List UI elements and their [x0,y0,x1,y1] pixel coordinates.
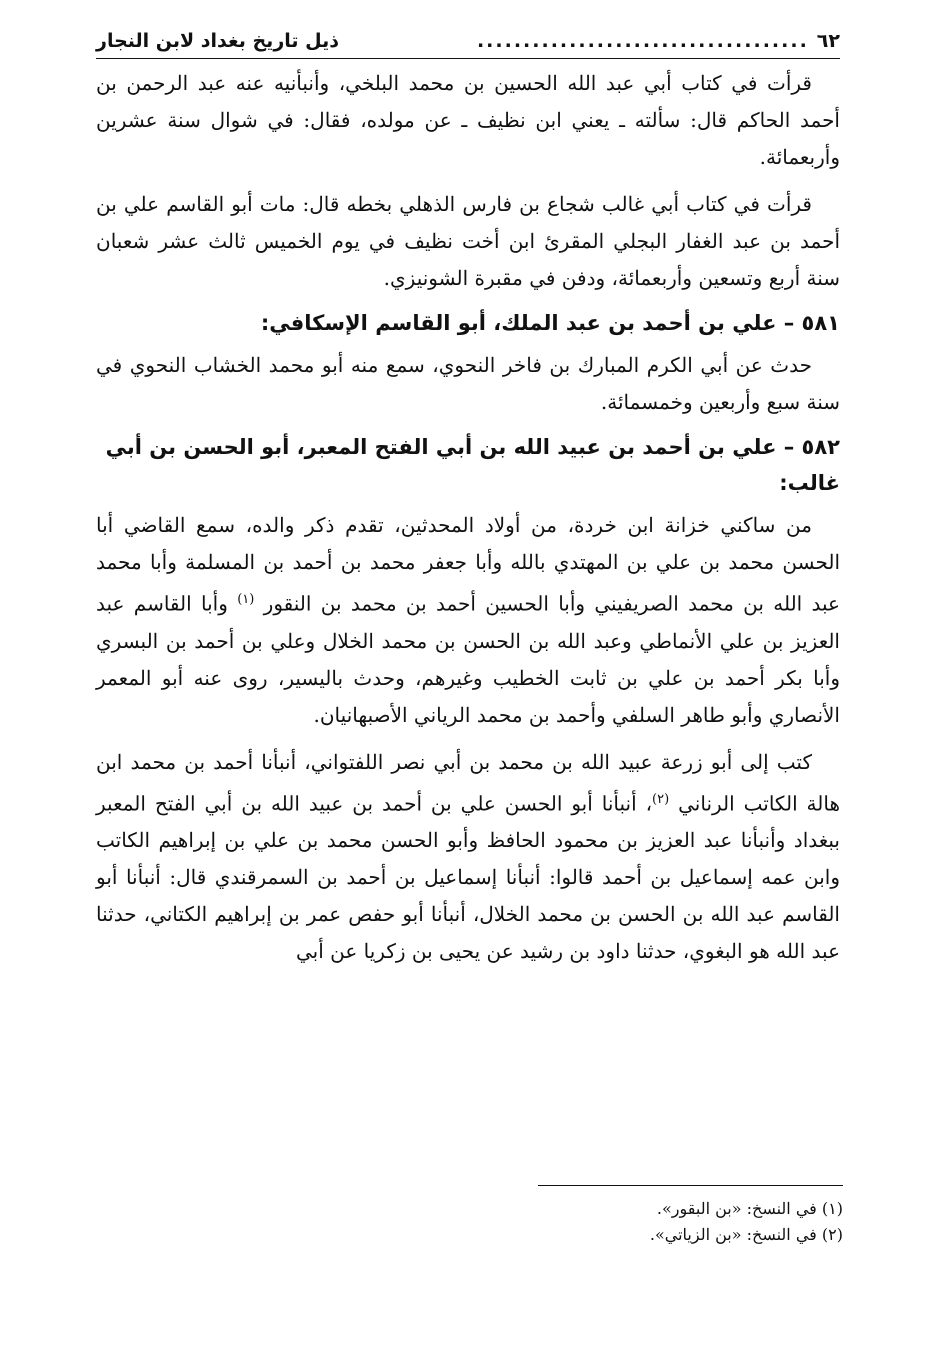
page-number: ٦٢ [816,30,840,52]
book-title: ذيل تاريخ بغداد لابن النجار [96,30,339,52]
paragraph-2: قرأت في كتاب أبي غالب شجاع بن فارس الذهلي بخطه قال: مات أبو القاسم علي بن أحمد بن عبد الغفار البجلي المقرئ ابن أخت نظيف في يوم الخميس ثالث عشر شعبان سنة أربع وتسعين وأربعمائة، ودفن في مقبرة الشونيزي. [96,192,840,290]
footnotes [99,1196,843,1248]
paragraph-5-text-a: كتب إلى أبو زرعة عبيد الله بن محمد بن أبي نصر اللفتواني، أنبأنا أحمد بن محمد ابن هالة الكاتب الرناني [96,749,841,816]
paragraph-5 [96,744,840,971]
paragraph-4-text-b: وأبا القاسم عبد العزيز بن علي الأنماطي وعبد الله بن الحسن بن محمد الخلال وعلي بن أحمد بن البسري وأبا بكر أحمد بن علي بن ثابت الخطيب وغيرهم، وحدث باليسير، روى عنه أبو المعمر الأنصاري وأبو طاهر السلفي وأحمد بن محمد الرياني الأصبهانيان. [96,591,840,727]
footnote-divider [538,1185,843,1186]
paragraph-4-text-a: من ساكني خزانة ابن خردة، من أولاد المحدثين، تقدم ذكر والده، سمع القاضي أبا الحسن محمد بن علي بن المهتدي بالله وأبا جعفر محمد بن أحمد بن المسلمة وأبا محمد عبد الله بن محمد الصريفيني وأبا الحسين أحمد بن محمد بن النقور [96,513,841,616]
footnote-ref-2: (٢) [652,791,670,807]
entry-heading-581: ٥٨١ – علي بن أحمد بن عبد الملك، أبو القاسم الإسكافي: [260,311,840,335]
book-page [96,28,840,970]
entry-heading-582: ٥٨٢ – علي بن أحمد بن عبيد الله بن أبي الفتح المعبر، أبو الحسن بن أبي غالب: [105,435,840,495]
paragraph-3: حدث عن أبي الكرم المبارك بن فاخر النحوي، سمع منه أبو محمد الخشاب النحوي في سنة سبع وأربعين وخمسمائة. [96,353,840,414]
footnote-2: (٢) في النسخ: «بن الزياتي». [649,1225,843,1244]
paragraph-5-text-b: ، أنبأنا أبو الحسن علي بن أحمد بن عبيد الله بن أبي الفتح المعبر ببغداد وأنبأنا عبد العزيز بن محمود الحافظ وأبو الحسن محمد بن علي بن إبراهيم الكاتب وابن عمه إسماعيل بن أحمد قالوا: أنبأنا إسماعيل بن أحمد بن السمرقندي قال: أنبأنا أبو القاسم عبد الله بن الحسن بن محمد الخلال، أنبأنا أبو حفص عمر بن إبراهيم الكتاني، حدثنا عبد الله هو البغوي، حدثنا داود بن رشيد عن يحيى بن زكريا عن أبي [96,791,840,964]
footnote-ref-1: (١) [237,592,255,607]
paragraph-1: قرأت في كتاب أبي عبد الله الحسين بن محمد البلخي، وأنبأنيه عنه عبد الرحمن بن أحمد الحاكم قال: سألته ـ يعني ابن نظيف ـ عن مولده، فقال: في شوال سنة عشرين وأربعمائة. [96,71,840,169]
paragraph-4 [96,507,840,734]
footnote-1: (١) في النسخ: «بن البقور». [656,1199,843,1218]
running-head [96,28,840,59]
dot-leader: .................................... [476,30,809,52]
